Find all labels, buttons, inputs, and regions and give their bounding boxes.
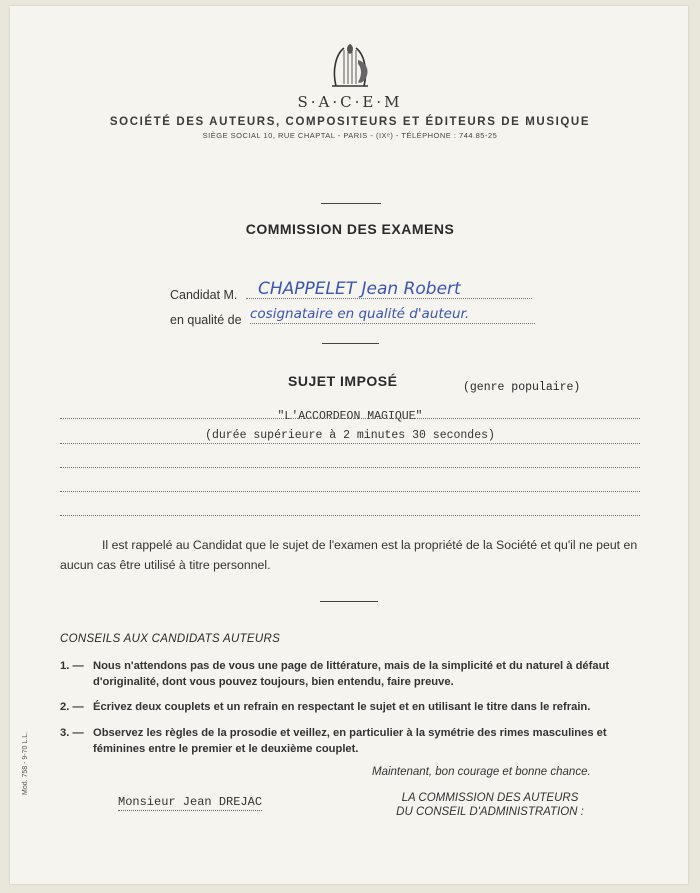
- sujet-line: [60, 515, 640, 516]
- signature-line-1: LA COMMISSION DES AUTEURS: [401, 792, 579, 804]
- sujet-genre: (genre populaire): [463, 381, 581, 394]
- society-name: SOCIÉTÉ DES AUTEURS, COMPOSITEURS ET ÉDITEURS DE MUSIQUE: [109, 116, 591, 128]
- sujet-duree: (durée supérieure à 2 minutes 30 secondes): [205, 429, 495, 442]
- conseil-number: 3. —: [60, 727, 84, 739]
- conseil-text: Observez les règles de la prosodie et veillez, en particulier à la symétrie des rimes masculines et féminines entre le premier et le deuxième couplet.: [93, 727, 607, 755]
- divider: [321, 203, 381, 204]
- candidate-label: Candidat M.: [170, 288, 238, 302]
- conseils-title: CONSEILS AUX CANDIDATS AUTEURS: [60, 633, 281, 645]
- signature-block: [380, 791, 600, 819]
- society-address: SIÈGE SOCIAL 10, RUE CHAPTAL - PARIS - (IXᵉ) - TÉLÉPHONE : 744.85-25: [202, 131, 498, 140]
- examiner-name: Monsieur Jean DREJAC: [118, 795, 263, 809]
- conseil-text: Nous n'attendons pas de vous une page de littérature, mais de la simplicité et du naturel à défaut d'originalité, dont vous pouvez toujours, bien entendu, faire preuve.: [93, 660, 610, 688]
- divider: [322, 343, 379, 344]
- signature-line-2: DU CONSEIL D'ADMINISTRATION :: [396, 806, 584, 818]
- conseil-text: Écrivez deux couplets et un refrain en respectant le sujet et en utilisant le titre dans le refrain.: [93, 701, 591, 713]
- qualite-label: en qualité de: [170, 313, 242, 327]
- closing-text: Maintenant, bon courage et bonne chance.: [372, 766, 591, 778]
- qualite-value: cosignataire en qualité d'auteur.: [250, 306, 470, 322]
- sujet-line: [60, 467, 640, 468]
- divider: [320, 601, 378, 602]
- commission-title: COMMISSION DES EXAMENS: [245, 221, 455, 237]
- conseil-number: 1. —: [60, 660, 84, 672]
- notice-paragraph: Il est rappelé au Candidat que le sujet de l'examen est la propriété de la Société et qu'il ne peut en aucun cas être utilisé à titre personnel.: [60, 538, 638, 572]
- sacem-logo-text: S·A·C·E·M: [297, 93, 403, 111]
- conseil-number: 2. —: [60, 701, 84, 713]
- sujet-line: [60, 491, 640, 492]
- qualite-line: [250, 323, 535, 324]
- form-reference: Mod. 758 - 9-70 L.L.: [22, 731, 29, 795]
- sujet-title: "L'ACCORDEON MAGIQUE": [277, 410, 423, 423]
- sujet-label: SUJET IMPOSÉ: [288, 373, 398, 389]
- sujet-line: [60, 418, 640, 419]
- sacem-lyre-logo-icon: [322, 40, 378, 92]
- candidate-name-line: [246, 298, 532, 299]
- sujet-line: [60, 443, 640, 444]
- candidate-name: CHAPPELET Jean Robert: [258, 279, 461, 299]
